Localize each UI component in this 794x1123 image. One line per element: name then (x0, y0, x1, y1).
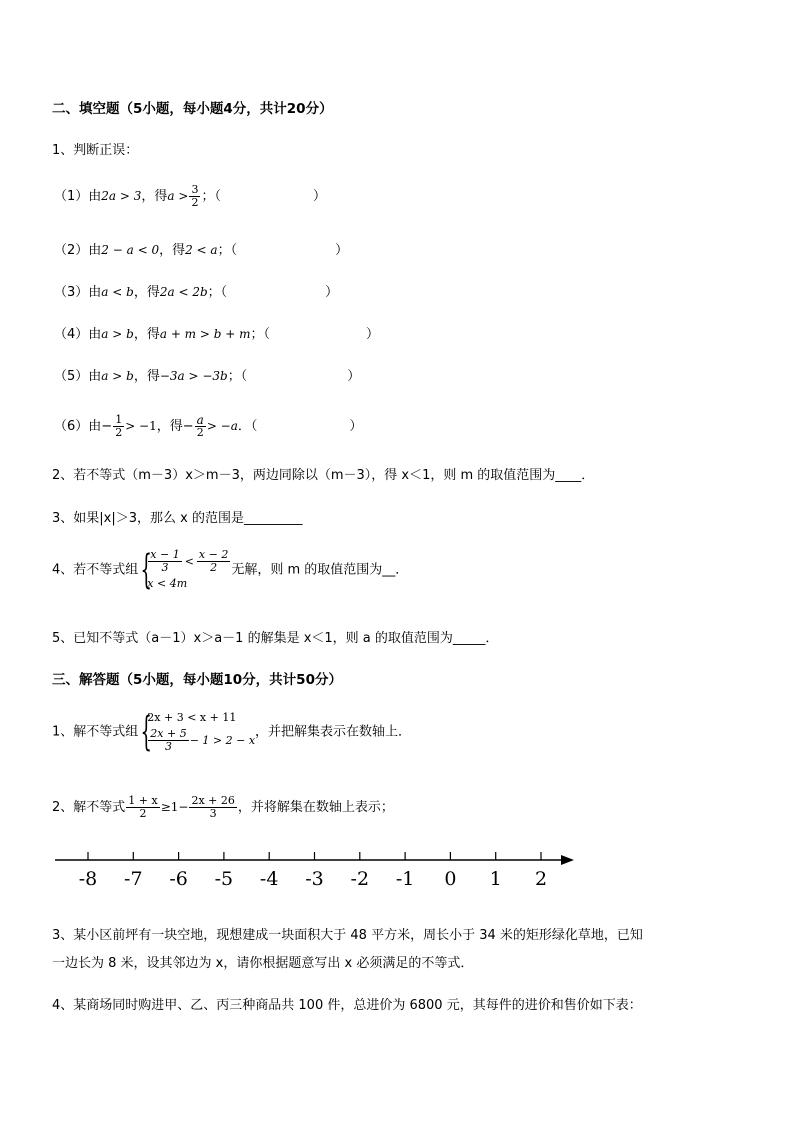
fraction: $\frac{2x + 26}{3}$ (191, 794, 235, 820)
q1-item-2: （2）由2 − a < 0，得2 < a；（ ） (54, 243, 349, 258)
fraction: $\frac{1}{2}$ (115, 413, 123, 439)
q5-text: 5、已知不等式（a－1）x＞a－1 的解集是 x＜1，则 a 的取值范围为_____． (52, 631, 499, 646)
number-line-label: -6 (169, 868, 188, 890)
q1-item-3: （3）由a < b，得2a < 2b；（ ） (54, 285, 339, 300)
number-line-label: 2 (534, 868, 548, 890)
number-line-label: -5 (214, 868, 234, 890)
fraction: $\frac{1 + x}{2}$ (128, 794, 158, 820)
number-line-label: -3 (305, 868, 324, 890)
s3-q2-line: 2、解不等式 $\frac{1 + x}{2}$ ≥1− $\frac{2x + 26}{3}$ ，并将解集在数轴上表示； (52, 794, 394, 820)
q2-text: 2、若不等式（m－3）x＞m－3，两边同除以（m－3），得 x＜1，则 m 的取值范围为____． (52, 468, 595, 483)
number-line-label: -1 (395, 868, 415, 890)
fraction: $\frac{a}{2}$ (196, 413, 204, 439)
fraction: $\frac{3}{2}$ (191, 183, 199, 209)
q4-line: 4、若不等式组 { $\frac{x - 1}{3}$ < $\frac{x - 2}{2}$ x < 4m 无解，则 m 的取值范围为__． (52, 547, 409, 593)
number-line-label: -8 (78, 868, 98, 890)
q1-item-6: （6）由− $\frac{1}{2}$ > −1，得− $\frac{a}{2}$ > −a．（ ） (54, 413, 363, 439)
number-line-label: -2 (350, 868, 370, 890)
q3-text: 3、如果|x|＞3，那么 x 的范围是_________ (52, 511, 303, 526)
s3-q1-line: 1、解不等式组 { 2x + 3 < x + 11 $\frac{2x + 5}{3}$ − 1 > 2 − x ，并把解集表示在数轴上． (52, 709, 412, 755)
q1-item-1: （1）由2a > 3，得a > $\frac{3}{2}$ ；（ ） (54, 183, 326, 209)
number-line-arrow-icon (561, 855, 574, 865)
s3-q4-line: 4、某商场同时购进甲、乙、丙三种商品共 100 件，总进价为 6800 元，其每件的进价和售价如下表： (52, 998, 642, 1013)
inequality-system: { $\frac{x - 1}{3}$ < $\frac{x - 2}{2}$ x < 4m (140, 547, 229, 593)
number-line-label: 0 (444, 868, 457, 890)
inequality-system: { 2x + 3 < x + 11 $\frac{2x + 5}{3}$ − 1 > 2 − x (140, 709, 256, 755)
number-line-label: -7 (124, 868, 143, 890)
q1-stem: 1、判断正误： (52, 143, 139, 158)
section2-title: 二、填空题（5小题，每小题4分，共计20分） (52, 101, 333, 117)
s3-q3-line2: 一边长为 8 米，设其邻边为 x，请你根据题意写出 x 必须满足的不等式． (52, 956, 474, 971)
s3-q3-line1: 3、某小区前坪有一块空地，现想建成一块面积大于 48 平方米，周长小于 34 米的矩形绿化草地，已知 (52, 928, 643, 943)
number-line-label: -4 (259, 868, 279, 890)
number-line-label: 1 (489, 868, 502, 890)
section3-title: 三、解答题（5小题，每小题10分，共计50分） (52, 672, 342, 688)
q1-item-4: （4）由a > b，得a + m > b + m；（ ） (54, 327, 380, 342)
q1-item-5: （5）由a > b，得−3a > −3b；（ ） (54, 369, 361, 384)
